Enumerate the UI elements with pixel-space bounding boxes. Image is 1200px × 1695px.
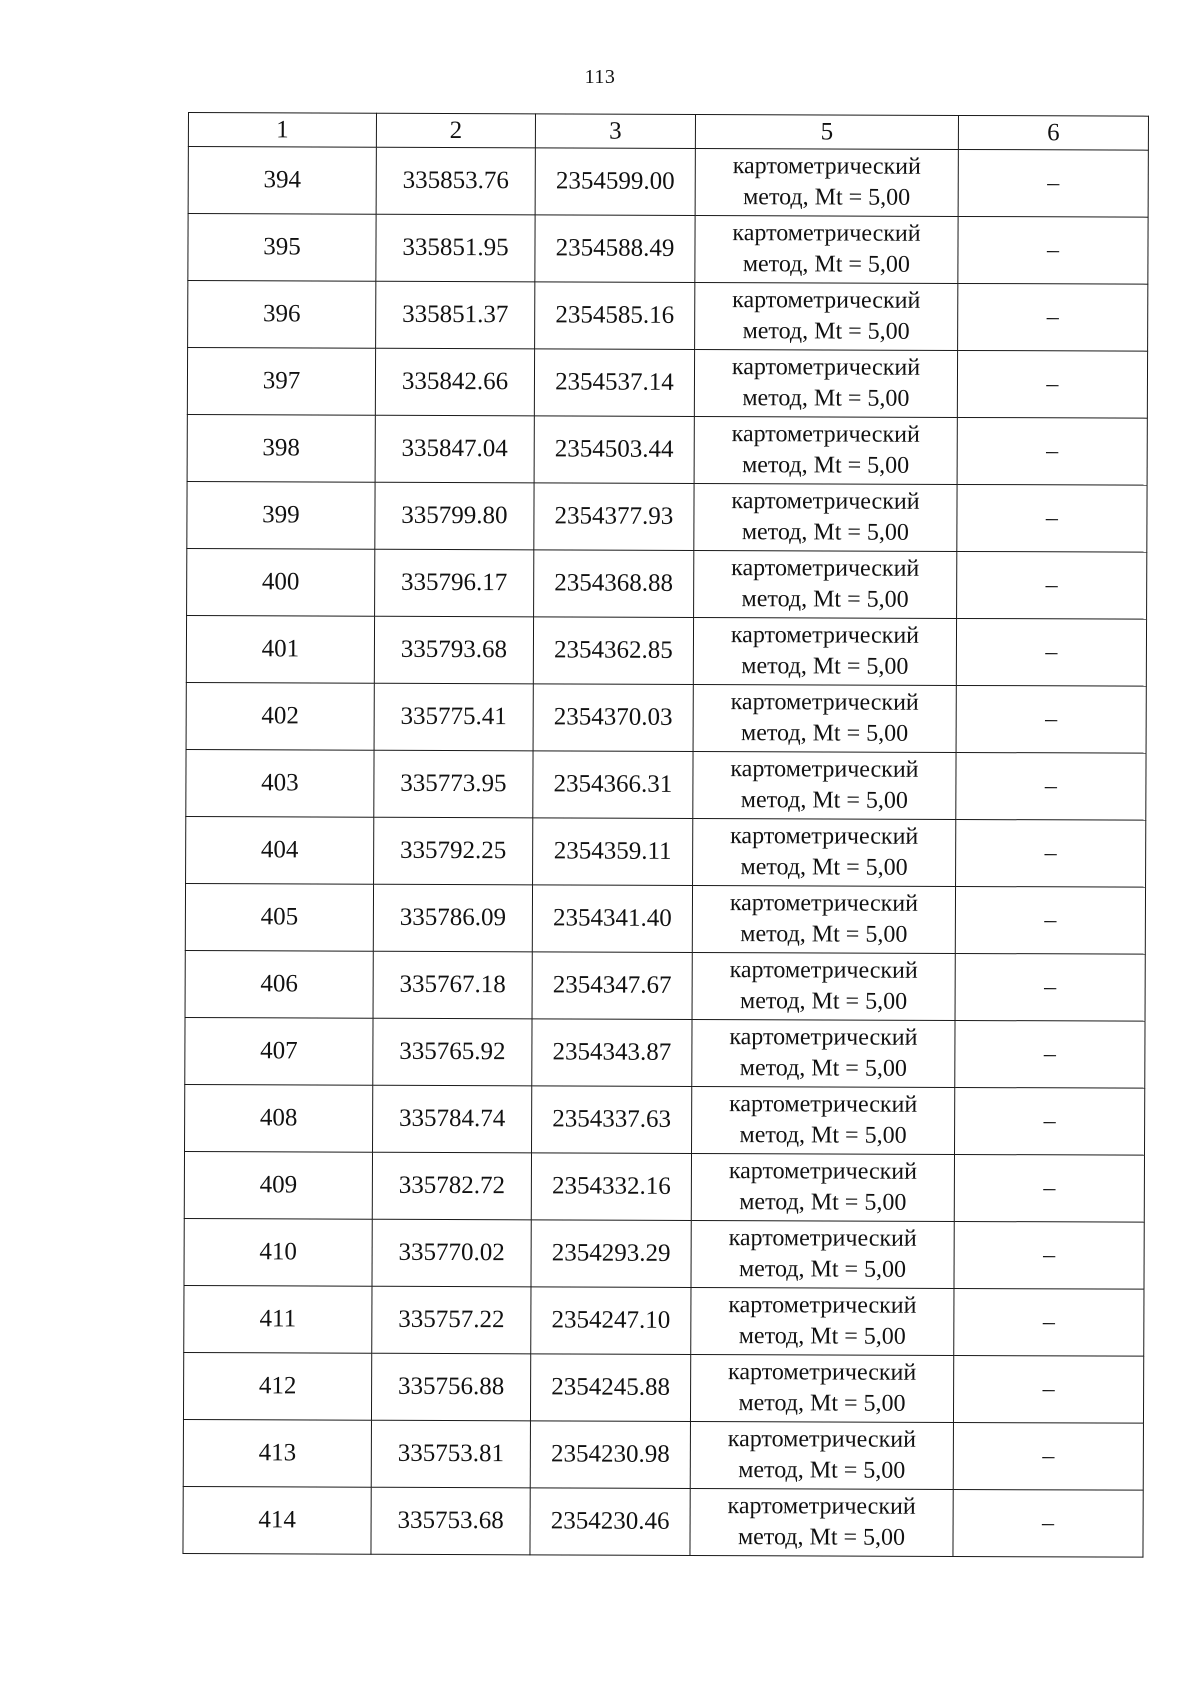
- method-line-2: метод, Mt = 5,00: [741, 586, 909, 613]
- column-header-5: 5: [695, 114, 958, 149]
- table-row: [183, 1419, 1143, 1490]
- note-cell: –: [954, 1288, 1144, 1356]
- coordinates-table: [182, 112, 1149, 1558]
- table-row: [185, 1017, 1145, 1088]
- method-line-1: картометрический: [727, 1493, 916, 1520]
- method-line-2: метод, Mt = 5,00: [738, 1256, 907, 1283]
- y-coordinate-cell: 2354293.29: [531, 1220, 691, 1288]
- x-coordinate-cell: 335851.37: [376, 281, 535, 349]
- method-cell: [692, 885, 955, 953]
- method-cell: [693, 751, 956, 819]
- table-row: [187, 481, 1147, 552]
- method-line-2: метод, Mt = 5,00: [742, 251, 910, 278]
- table-row: [183, 1352, 1143, 1423]
- method-line-1: картометрический: [728, 1359, 917, 1386]
- method-cell: [690, 1488, 953, 1556]
- x-coordinate-cell: 335757.22: [372, 1286, 531, 1354]
- table-row: [187, 548, 1147, 619]
- note-cell: –: [956, 685, 1146, 753]
- method-cell: [694, 483, 957, 551]
- x-coordinate-cell: 335792.25: [374, 817, 533, 885]
- y-coordinate-cell: 2354347.67: [532, 952, 692, 1020]
- method-line-2: метод, Mt = 5,00: [740, 921, 908, 948]
- table-row: [184, 1285, 1144, 1356]
- y-coordinate-cell: 2354537.14: [534, 349, 694, 417]
- table-row: [186, 682, 1146, 753]
- note-cell: –: [955, 953, 1145, 1021]
- point-number-cell: 401: [186, 615, 374, 683]
- point-number-cell: 395: [188, 214, 376, 282]
- method-line-1: картометрический: [732, 153, 921, 180]
- point-number-cell: 398: [187, 414, 375, 482]
- method-line-1: картометрический: [730, 689, 919, 716]
- table-row: [184, 1151, 1144, 1222]
- x-coordinate-cell: 335765.92: [373, 1018, 532, 1086]
- note-cell: –: [958, 149, 1148, 217]
- table-row: [185, 883, 1145, 954]
- point-number-cell: 405: [185, 883, 373, 951]
- method-cell: [692, 952, 955, 1020]
- x-coordinate-cell: 335793.68: [374, 616, 533, 684]
- method-cell: [695, 215, 958, 283]
- method-line-2: метод, Mt = 5,00: [741, 519, 909, 546]
- point-number-cell: 410: [184, 1218, 372, 1286]
- y-coordinate-cell: 2354588.49: [535, 215, 695, 283]
- method-line-1: картометрический: [729, 957, 918, 984]
- x-coordinate-cell: 335842.66: [375, 348, 534, 416]
- note-cell: –: [957, 417, 1147, 485]
- method-cell: [693, 684, 956, 752]
- point-number-cell: 400: [187, 548, 375, 616]
- table-row: [188, 214, 1148, 285]
- method-cell: [690, 1354, 953, 1422]
- point-number-cell: 409: [184, 1151, 372, 1219]
- method-line-2: метод, Mt = 5,00: [738, 1390, 906, 1417]
- y-coordinate-cell: 2354343.87: [532, 1019, 692, 1087]
- method-line-2: метод, Mt = 5,00: [742, 385, 910, 412]
- point-number-cell: 414: [183, 1486, 371, 1554]
- method-line-1: картометрический: [728, 1225, 917, 1252]
- table-row: [187, 348, 1147, 419]
- method-line-1: картометрический: [731, 555, 920, 582]
- method-cell: [691, 1153, 954, 1221]
- method-cell: [694, 349, 957, 417]
- method-line-1: картометрический: [728, 1292, 917, 1319]
- table-row: [186, 749, 1146, 820]
- x-coordinate-cell: 335767.18: [373, 951, 532, 1019]
- y-coordinate-cell: 2354370.03: [533, 684, 693, 752]
- method-line-2: метод, Mt = 5,00: [742, 452, 910, 479]
- note-cell: –: [957, 350, 1147, 418]
- method-line-2: метод, Mt = 5,00: [738, 1457, 906, 1484]
- method-line-1: картометрический: [730, 823, 919, 850]
- method-cell: [693, 818, 956, 886]
- x-coordinate-cell: 335784.74: [373, 1085, 532, 1153]
- method-line-2: метод, Mt = 5,00: [743, 184, 911, 211]
- table-row: [185, 950, 1145, 1021]
- y-coordinate-cell: 2354359.11: [533, 818, 693, 886]
- x-coordinate-cell: 335853.76: [376, 147, 535, 215]
- x-coordinate-cell: 335775.41: [374, 683, 533, 751]
- x-coordinate-cell: 335799.80: [375, 482, 534, 550]
- x-coordinate-cell: 335770.02: [372, 1219, 531, 1287]
- note-cell: –: [958, 283, 1148, 351]
- point-number-cell: 402: [186, 682, 374, 750]
- method-cell: [694, 550, 957, 618]
- table-header-row: [188, 113, 1148, 151]
- note-cell: –: [957, 551, 1147, 619]
- x-coordinate-cell: 335782.72: [372, 1152, 531, 1220]
- note-cell: –: [956, 752, 1146, 820]
- method-line-2: метод, Mt = 5,00: [740, 787, 908, 814]
- note-cell: –: [955, 886, 1145, 954]
- column-header-2: 2: [376, 113, 535, 148]
- x-coordinate-cell: 335851.95: [376, 214, 535, 282]
- method-line-1: картометрический: [731, 488, 920, 515]
- page-number: 113: [584, 66, 616, 88]
- method-line-2: метод, Mt = 5,00: [741, 720, 909, 747]
- y-coordinate-cell: 2354230.46: [530, 1488, 690, 1556]
- column-header-1: 1: [188, 113, 376, 148]
- method-line-2: метод, Mt = 5,00: [739, 1122, 907, 1149]
- y-coordinate-cell: 2354377.93: [534, 483, 694, 551]
- note-cell: –: [956, 819, 1146, 887]
- y-coordinate-cell: 2354332.16: [531, 1153, 691, 1221]
- table-row: [186, 615, 1146, 686]
- x-coordinate-cell: 335753.68: [371, 1487, 530, 1555]
- column-header-6: 6: [958, 115, 1148, 150]
- point-number-cell: 394: [188, 147, 376, 215]
- method-line-1: картометрический: [727, 1426, 917, 1453]
- method-line-2: метод, Mt = 5,00: [738, 1323, 906, 1350]
- table-row: [184, 1218, 1144, 1289]
- y-coordinate-cell: 2354368.88: [534, 550, 694, 618]
- method-line-2: метод, Mt = 5,00: [742, 318, 910, 345]
- x-coordinate-cell: 335773.95: [374, 750, 533, 818]
- method-line-1: картометрический: [730, 622, 920, 649]
- note-cell: –: [953, 1489, 1143, 1557]
- method-cell: [695, 282, 958, 350]
- note-cell: –: [956, 618, 1146, 686]
- point-number-cell: 396: [188, 281, 376, 349]
- note-cell: –: [955, 1020, 1145, 1088]
- method-cell: [692, 1086, 955, 1154]
- point-number-cell: 412: [183, 1352, 371, 1420]
- table-row: [188, 281, 1148, 352]
- point-number-cell: 408: [185, 1084, 373, 1152]
- y-coordinate-cell: 2354230.98: [530, 1421, 690, 1489]
- method-line-1: картометрический: [729, 1091, 918, 1118]
- method-line-1: картометрический: [729, 1024, 918, 1051]
- y-coordinate-cell: 2354362.85: [533, 617, 693, 685]
- y-coordinate-cell: 2354245.88: [530, 1354, 690, 1422]
- y-coordinate-cell: 2354337.63: [532, 1086, 692, 1154]
- method-line-1: картометрический: [731, 354, 921, 381]
- note-cell: –: [953, 1422, 1143, 1490]
- note-cell: –: [953, 1355, 1143, 1423]
- method-line-2: метод, Mt = 5,00: [739, 988, 908, 1015]
- table-row: [186, 816, 1146, 887]
- y-coordinate-cell: 2354503.44: [534, 416, 694, 484]
- method-line-2: метод, Mt = 5,00: [741, 653, 909, 680]
- method-cell: [691, 1220, 954, 1288]
- y-coordinate-cell: 2354247.10: [531, 1287, 691, 1355]
- table-row: [183, 1486, 1143, 1557]
- y-coordinate-cell: 2354599.00: [535, 148, 695, 216]
- point-number-cell: 406: [185, 950, 373, 1018]
- point-number-cell: 399: [187, 481, 375, 549]
- method-line-2: метод, Mt = 5,00: [739, 1055, 907, 1082]
- method-line-2: метод, Mt = 5,00: [740, 854, 908, 881]
- y-coordinate-cell: 2354341.40: [532, 885, 692, 953]
- point-number-cell: 403: [186, 749, 374, 817]
- method-cell: [691, 1287, 954, 1355]
- method-line-1: картометрический: [728, 1158, 918, 1185]
- method-line-2: метод, Mt = 5,00: [737, 1524, 906, 1551]
- method-line-1: картометрический: [730, 756, 919, 783]
- column-header-3: 3: [535, 114, 695, 149]
- method-line-1: картометрический: [732, 220, 921, 247]
- x-coordinate-cell: 335796.17: [375, 549, 534, 617]
- table-row: [188, 147, 1148, 218]
- method-line-1: картометрический: [731, 421, 920, 448]
- note-cell: –: [954, 1221, 1144, 1289]
- table-row: [187, 414, 1147, 485]
- method-cell: [695, 148, 958, 216]
- x-coordinate-cell: 335786.09: [373, 884, 532, 952]
- point-number-cell: 397: [187, 348, 375, 416]
- point-number-cell: 413: [183, 1419, 371, 1487]
- method-line-1: картометрический: [732, 287, 921, 314]
- table-row: [185, 1084, 1145, 1155]
- method-cell: [692, 1019, 955, 1087]
- note-cell: –: [957, 484, 1147, 552]
- x-coordinate-cell: 335753.81: [371, 1420, 530, 1488]
- x-coordinate-cell: 335756.88: [371, 1353, 530, 1421]
- table-body: [183, 147, 1148, 1558]
- method-cell: [694, 416, 957, 484]
- note-cell: –: [955, 1087, 1145, 1155]
- y-coordinate-cell: 2354585.16: [535, 282, 695, 350]
- note-cell: –: [958, 216, 1148, 284]
- method-line-1: картометрический: [729, 890, 919, 917]
- method-line-2: метод, Mt = 5,00: [739, 1189, 907, 1216]
- point-number-cell: 404: [186, 816, 374, 884]
- point-number-cell: 407: [185, 1017, 373, 1085]
- point-number-cell: 411: [184, 1285, 372, 1353]
- x-coordinate-cell: 335847.04: [375, 415, 534, 483]
- y-coordinate-cell: 2354366.31: [533, 751, 693, 819]
- note-cell: –: [954, 1154, 1144, 1222]
- method-cell: [693, 617, 956, 685]
- method-cell: [690, 1421, 953, 1489]
